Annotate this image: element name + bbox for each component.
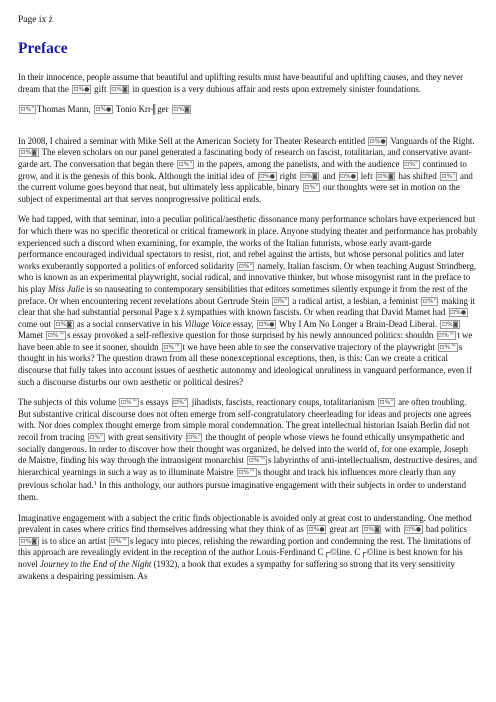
page-number: Page ix ź [18, 15, 53, 25]
italic-title: Journey to the End of the Night [39, 558, 152, 569]
glyph-marker: ⊡%™ [120, 399, 138, 407]
glyph-marker: ⊡%◙ [173, 106, 190, 114]
page-title: Preface [18, 40, 68, 57]
glyph-marker: ⊡%● [73, 85, 90, 93]
glyph-marker: ⊡%● [450, 309, 467, 317]
glyph-marker: ⊡%” [187, 434, 201, 442]
paragraph-1: In 2008, I chaired a seminar with Mike Sell at the American Society for Theater Research entitled ⊡%● Vanguards of the Right. ⊡%◙ The eleven scholars on our panel generated a fascinating body of research on fascist, totalitarian, and conservative avant-garde art. The conversation that began there ⊡%” in the papers, among the panelists, and with the audience ⊡%” continued to grow, and it is the genesis of this book. Although the initial idea of ⊡%● right ⊡%◙ and ⊡%● left ⊡%◙ has shifted ⊡%” and the current volume goes beyond that neat, but ultimately less applicable, binary ⊡%” our thoughts were set in motion on the subject of experimental art that serves nonprogressive political ends. [18, 135, 475, 204]
epigraph-attribution [18, 104, 478, 116]
epigraph-text: in question is a very dubious affair and rests upon extremely sinister foundations. [130, 83, 421, 94]
glyph-marker: ⊡%◙ [377, 172, 394, 180]
glyph-marker: ⊡%™ [238, 468, 256, 476]
attribution-author: Thomas Mann, [36, 104, 93, 115]
glyph-marker: ⊡%◙ [363, 526, 380, 534]
paragraph-4: Imaginative engagement with a subject the critic finds objectionable is avoided only at great cost to understanding. One method prevalent in cases where critics find themselves addressing what they think of as ⊡%● great art ⊡%◙ with ⊡%● bad politics ⊡%◙ is to slice an artist ⊡%™ s legacy into pieces, relishing the rewarding portion and condemning the rest. The limitations of this approach are revealingly evident in the reception of the author Louis-Ferdinand C┌©line. C┌©line is best known for his novel Journey to the End of the Night (1932), a book that exudes a sympathy for suffering so strong that its very sensitivity awakens a despairing pessimism. As [18, 512, 472, 581]
glyph-marker: ⊡%● [259, 172, 275, 180]
attribution-work: Tonio Krr╢ger [113, 104, 171, 115]
glyph-marker: ⊡%” [441, 172, 456, 180]
glyph-marker: ⊡%™ [438, 332, 455, 340]
glyph-marker: ⊡%◙ [20, 149, 38, 157]
epigraph [18, 72, 478, 95]
glyph-marker: ⊡%” [173, 399, 187, 407]
glyph-marker: ⊡%● [308, 526, 325, 534]
glyph-marker: ⊡%● [340, 172, 356, 180]
glyph-marker: ⊡%◙ [111, 85, 128, 93]
glyph-marker: ⊡%” [20, 106, 35, 114]
glyph-marker: ⊡%” [404, 160, 419, 168]
glyph-marker: ⊡%™ [163, 343, 181, 351]
glyph-marker: ⊡%◙ [55, 320, 73, 328]
glyph-marker: ⊡%” [178, 160, 193, 168]
glyph-marker: ⊡%” [379, 399, 394, 407]
glyph-marker: ⊡%◙ [301, 172, 318, 180]
glyph-marker: ⊡%” [238, 262, 253, 270]
glyph-marker: ⊡%◙ [20, 537, 38, 545]
glyph-marker: ⊡%™ [110, 537, 128, 545]
glyph-marker: ⊡%” [304, 184, 319, 192]
epigraph-text: In their innocence, people assume that beautiful and uplifting results must have beautiful and uplifting causes, and they never dream that the [18, 72, 464, 94]
glyph-marker: ⊡%™ [47, 332, 65, 340]
paragraph-2: We had tapped, with that seminar, into a peculiar political/aesthetic dissonance many performance scholars have experienced but for which there was no specific theoretical or critical framework in place. Anyone studying theater and performance has probably experienced such a discord when examining, for example, the works of the Italian futurists, whose early avant-garde performance encouraged individual spectators to resist, riot, and rebel against the artists, but whose personal politics and later works exuberantly supported a politics of enforced solidarity ⊡%” namely, Italian fascism. Or when teaching August Strindberg, who is known as an experimental playwright, social radical, and innovative thinker, but whose misogynist rant in the preface to his play Miss Julie is so nauseating to contemporary sensibilities that editors sometimes silently expunge it from the rest of the preface. Or when encountering recent revelations about Gertrude Stein ⊡%” a radical artist, a lesbian, a feminist ⊡%” making it clear that she had substantial personal Page x ź sympathies with known fascists. Or when reading that David Mamet had ⊡%● come out ⊡%◙ as a social conservative in his Village Voice essay, ⊡%● Why I Am No Longer a Brain-Dead Liberal. ⊡%◙ Mamet ⊡%™ s essay provoked a self-reflexive question for those surprised by his newly announced politics: shouldn ⊡%™ t we have been able to see it sooner, shouldn ⊡%™ t we have been able to see the conservative trajectory of the playwright ⊡%™ s thought in his works? The question drawn from all these nonexceptional exceptions, then, is this: Can we create a critical discourse that fully takes into account issues of aesthetic autonomy and ideological unruliness in vanguard performance, even if such a discourse disturbs our own aesthetic or political desires? [18, 214, 478, 387]
italic-title: Village Voice [184, 318, 231, 329]
paragraph-3: The subjects of this volume ⊡%™ s essays ⊡%” jihadists, fascists, reactionary coups, totalitarianism ⊡%” are often troubling. But substantive critical discourse does not often emerge from self-congratulatory cheerleading for ideas and projects one agrees with. Nor does complex thought emerge from simple moral condemnation. The great intellectual historian Isaiah Berlin did not recoil from tracing ⊡%” with great sensitivity ⊡%” the thought of people whose views he found ethically unsympathetic and socially dangerous. In order to discover how their thought was organized, he delved into the world of, for one example, Joseph de Maistre, finding his way through the intransigent monarchist ⊡%™ s labyrinths of anti-intellectualism, destructive desires, and hierarchical yearnings in such a way as to illuminate Maistre ⊡%™ s thought and track his influences more clearly than any previous scholar had.$^1$ In this anthology, our authors pursue imaginative engagement with their subjects in order to understand them. [18, 397, 477, 502]
italic-title: Miss Julie [48, 283, 85, 294]
glyph-marker: ⊡%◙ [441, 320, 459, 328]
glyph-marker: ⊡%● [405, 526, 422, 534]
glyph-marker: ⊡%” [422, 297, 437, 305]
glyph-marker: ⊡%● [369, 137, 386, 145]
glyph-marker: ⊡%” [89, 434, 104, 442]
glyph-marker: ⊡%” [273, 297, 288, 305]
footnote-link[interactable]: 1 [93, 480, 97, 488]
glyph-marker: ⊡%● [95, 106, 112, 114]
glyph-marker: ⊡%● [258, 320, 275, 328]
glyph-marker: ⊡%™ [248, 457, 266, 465]
glyph-marker: ⊡%™ [439, 343, 457, 351]
epigraph-text: gift [91, 83, 109, 94]
